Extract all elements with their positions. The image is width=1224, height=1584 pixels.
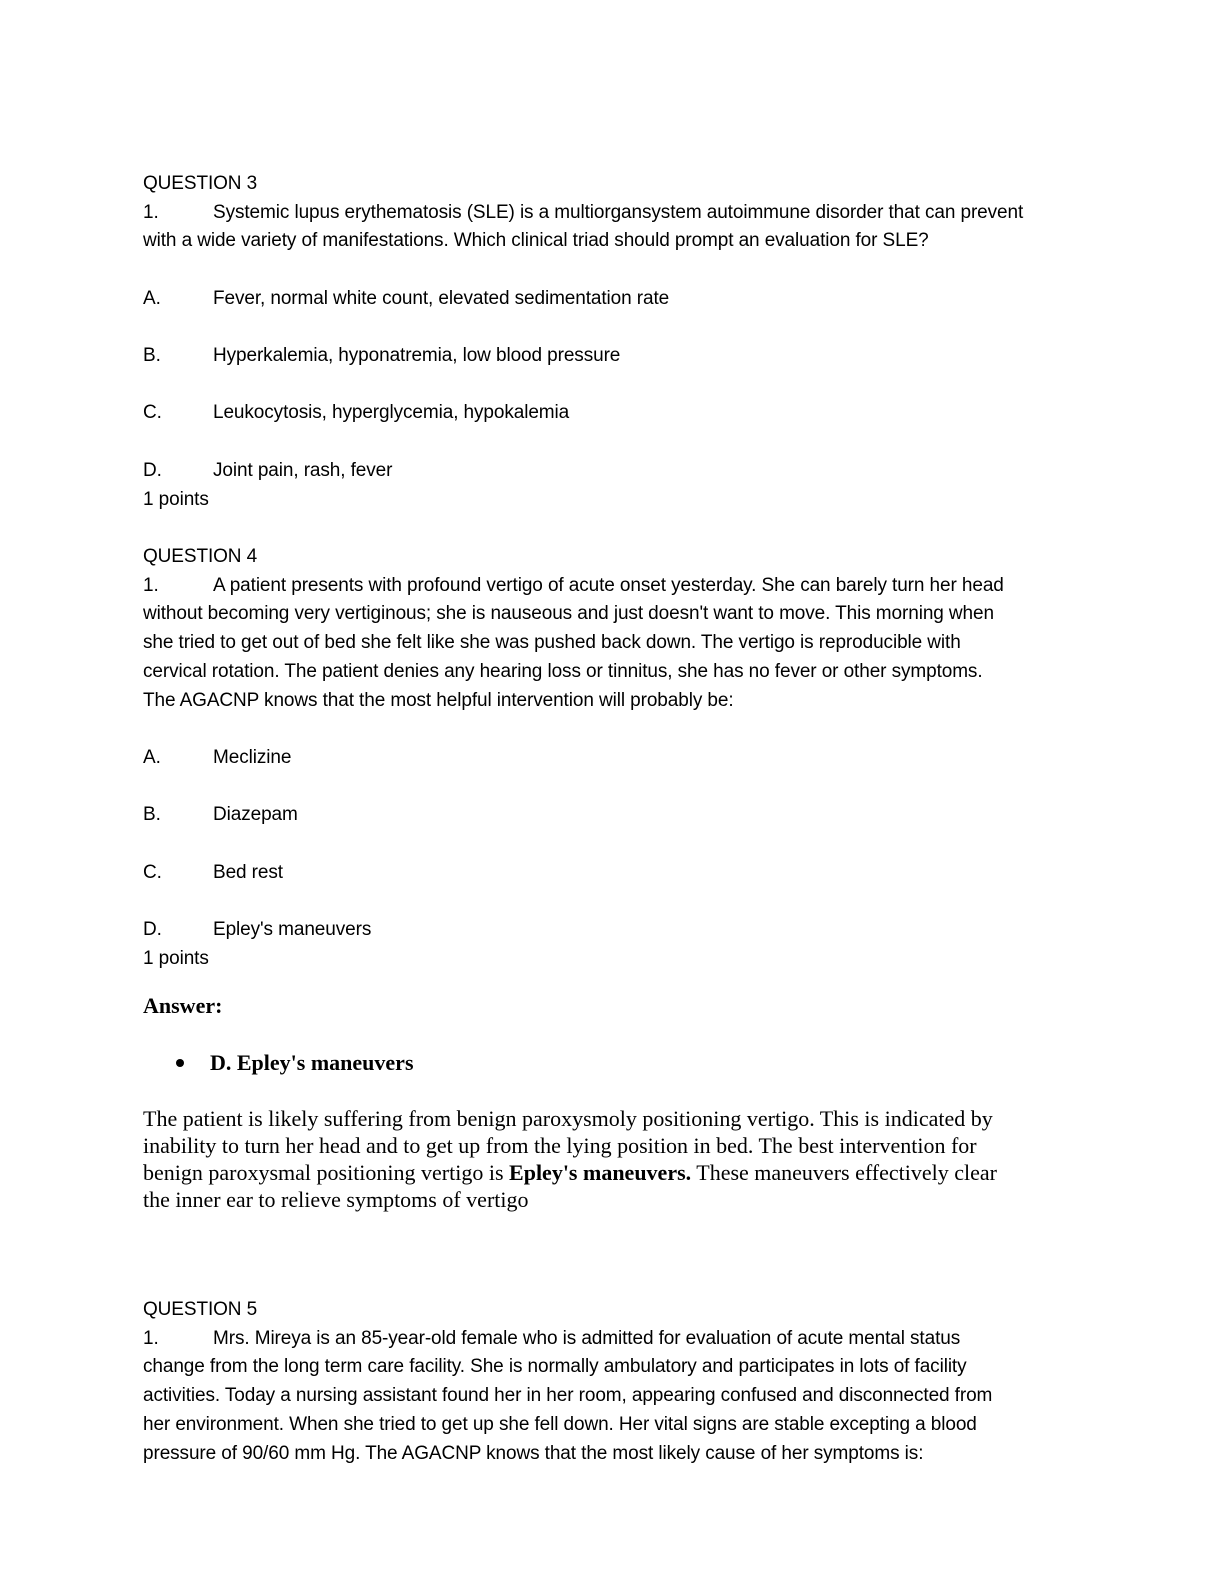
option-text: Leukocytosis, hyperglycemia, hypokalemia — [213, 402, 570, 423]
question-3-option-b — [143, 342, 620, 371]
question-4-stem-line-3: she tried to get out of bed she felt like she was pushed back down. The vertigo is reproducible with — [143, 632, 961, 654]
option-letter: B. — [143, 345, 161, 366]
option-text: Fever, normal white count, elevated sedimentation rate — [213, 288, 670, 309]
explanation-line-3: benign paroxysmal positioning vertigo is Epley's maneuvers. These maneuvers effectively clear — [143, 1160, 997, 1185]
question-3-heading: QUESTION 3 — [143, 173, 258, 194]
option-letter: A. — [143, 288, 161, 309]
explanation-line-4: the inner ear to relieve symptoms of vertigo — [143, 1187, 529, 1212]
question-3-option-d — [143, 457, 392, 486]
question-4-option-b — [143, 801, 298, 830]
question-4-points: 1 points — [143, 948, 209, 969]
option-letter: C. — [143, 862, 162, 883]
answer-choice-bullet — [176, 1049, 414, 1076]
option-letter: A. — [143, 747, 161, 768]
question-3-points: 1 points — [143, 489, 209, 510]
option-text: Diazepam — [213, 804, 298, 825]
answer-label: Answer: — [143, 993, 223, 1018]
question-3-block — [143, 170, 1073, 256]
option-letter: C. — [143, 402, 162, 423]
question-3-option-c — [143, 399, 569, 428]
option-letter: D. — [143, 919, 162, 940]
question-3-stem — [143, 199, 1073, 228]
question-4-stem — [143, 572, 1073, 601]
question-5-stem-line-2: change from the long term care facility. She is normally ambulatory and participates in lots of facility — [143, 1356, 967, 1378]
question-5-stem-line-5: pressure of 90/60 mm Hg. The AGACNP knows that the most likely cause of her symptoms is: — [143, 1442, 924, 1464]
question-4-option-c — [143, 859, 283, 888]
option-letter: B. — [143, 804, 161, 825]
question-4-block — [143, 543, 1073, 715]
option-text: Joint pain, rash, fever — [213, 460, 393, 481]
question-5-block — [143, 1296, 1073, 1468]
question-4-stem-line-1: A patient presents with profound vertigo of acute onset yesterday. She can barely turn her head — [213, 574, 1004, 596]
explanation-line-1: The patient is likely suffering from benign paroxysmoly positioning vertigo. This is indicated by — [143, 1106, 993, 1131]
explanation-emphasis: Epley's maneuvers. — [509, 1160, 692, 1185]
question-3-option-a — [143, 285, 669, 314]
option-text: Meclizine — [213, 747, 292, 768]
question-5-stem-line-4: her environment. When she tried to get up she fell down. Her vital signs are stable excepting a blood — [143, 1413, 977, 1435]
question-4-option-a — [143, 744, 291, 773]
answer-choice: D. Epley's maneuvers — [210, 1050, 414, 1075]
question-3-stem-line-2: with a wide variety of manifestations. Which clinical triad should prompt an evaluation for SLE? — [143, 230, 929, 252]
question-3-stem-line-1: Systemic lupus erythematosis (SLE) is a multiorgansystem autoimmune disorder that can prevent — [213, 201, 1024, 223]
question-5-heading: QUESTION 5 — [143, 1299, 258, 1320]
question-number: 1. — [143, 201, 159, 223]
question-5-stem-line-1: Mrs. Mireya is an 85-year-old female who is admitted for evaluation of acute mental status — [213, 1327, 961, 1349]
question-4-stem-line-4: cervical rotation. The patient denies any hearing loss or tinnitus, she has no fever or other symptoms. — [143, 660, 983, 682]
question-4-heading: QUESTION 4 — [143, 546, 258, 567]
answer-explanation — [143, 1105, 1083, 1213]
question-4-stem-line-5: The AGACNP knows that the most helpful intervention will probably be: — [143, 689, 734, 711]
question-5-stem — [143, 1325, 1073, 1354]
option-text: Epley's maneuvers — [213, 919, 372, 940]
question-4-option-d — [143, 916, 371, 945]
question-number: 1. — [143, 574, 159, 596]
question-number: 1. — [143, 1327, 159, 1349]
question-5-stem-line-3: activities. Today a nursing assistant found her in her room, appearing confused and disconnected from — [143, 1385, 993, 1407]
option-text: Hyperkalemia, hyponatremia, low blood pressure — [213, 345, 621, 366]
explanation-line-2: inability to turn her head and to get up from the lying position in bed. The best intervention for — [143, 1133, 977, 1158]
question-4-stem-line-2: without becoming very vertiginous; she is nauseous and just doesn't want to move. This morning when — [143, 603, 994, 625]
option-text: Bed rest — [213, 862, 283, 883]
option-letter: D. — [143, 460, 162, 481]
bullet-icon — [176, 1059, 184, 1067]
